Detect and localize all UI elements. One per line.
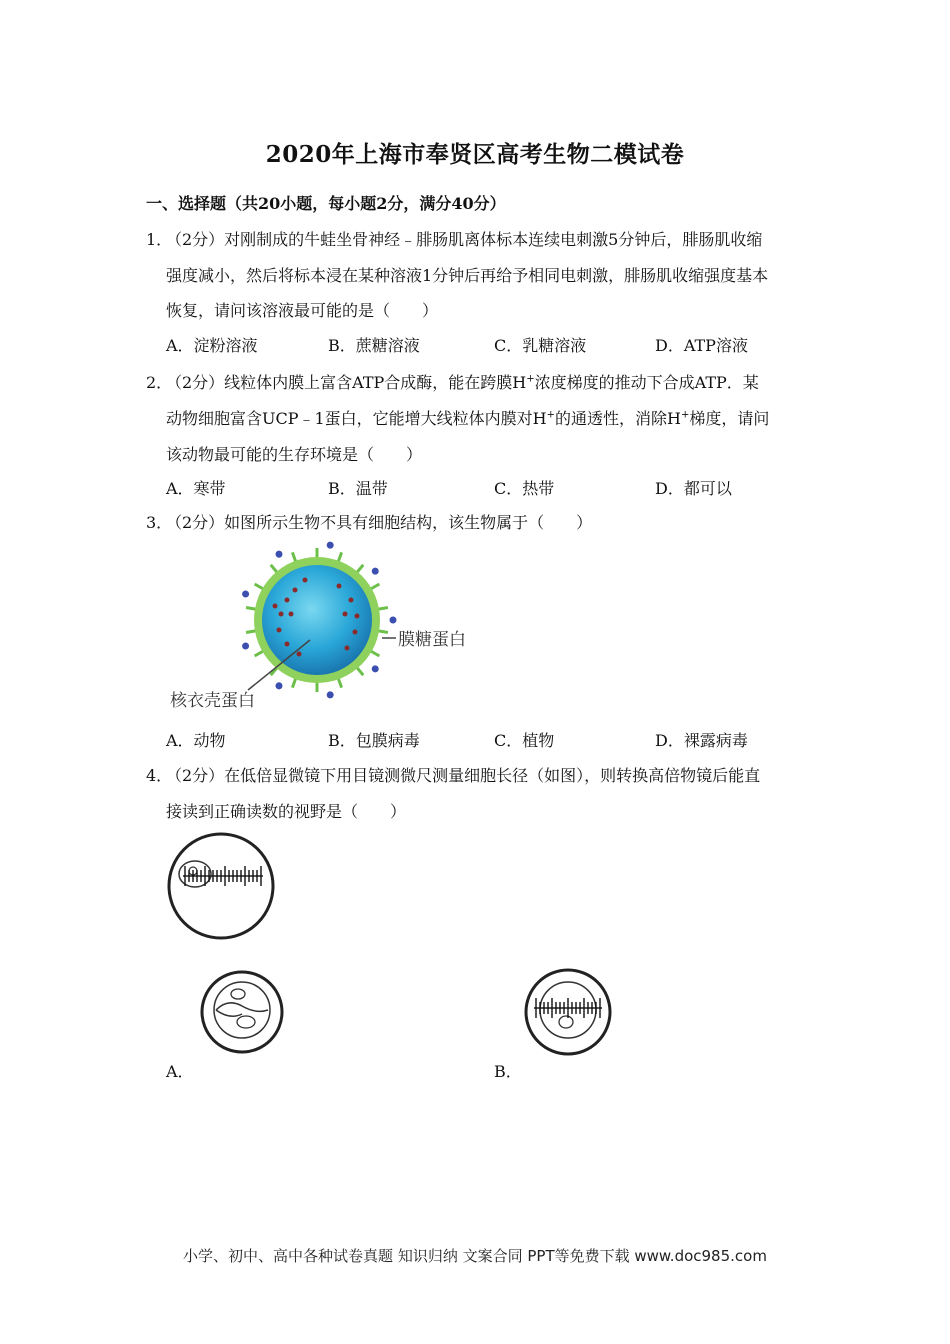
question-4-line: （2分）在低倍显微镜下用目镜测微尺测量细胞长径（如图），则转换高倍物镜后能直 [166, 766, 761, 785]
option-a-figure [198, 968, 286, 1056]
figure-label-membrane-glycoprotein: 膜糖蛋白 [398, 630, 466, 650]
question-1-line: （2分）对刚制成的牛蛙坐骨神经﹣腓肠肌离体标本连续电刺激5分钟后，腓肠肌收缩 [166, 230, 763, 249]
question-4-option-a[interactable]: A． [166, 1062, 194, 1081]
question-3-option-c[interactable]: C．植物 [494, 731, 555, 750]
question-1-number: 1． [146, 230, 173, 249]
question-3-number: 3． [146, 513, 173, 532]
question-3-line: （2分）如图所示生物不具有细胞结构，该生物属于（ ） [166, 513, 593, 532]
question-2-line: （2分）线粒体内膜上富含ATP合成酶，能在跨膜H+浓度梯度的推动下合成ATP．某 [166, 373, 759, 392]
question-2-option-b[interactable]: B．温带 [328, 479, 388, 498]
question-2-line: 该动物最可能的生存环境是（ ） [166, 445, 423, 464]
question-1-option-a[interactable]: A．淀粉溶液 [166, 336, 258, 355]
page-footer: 小学、初中、高中各种试卷真题 知识归纳 文案合同 PPT等免费下载 www.doc985.com [183, 1247, 767, 1265]
virus-core [262, 565, 372, 675]
low-power-view-figure [165, 830, 277, 942]
virus-figure [160, 540, 490, 720]
question-2-number: 2． [146, 373, 173, 392]
question-4-line: 接读到正确读数的视野是（ ） [166, 802, 407, 821]
question-4-option-b[interactable]: B． [494, 1062, 522, 1081]
question-2-option-c[interactable]: C．热带 [494, 479, 555, 498]
question-2-option-d[interactable]: D．都可以 [655, 479, 732, 498]
page-title: 2020年上海市奉贤区高考生物二模试卷 [265, 141, 685, 168]
question-2-option-a[interactable]: A．寒带 [166, 479, 226, 498]
virus-spikes [241, 541, 396, 699]
question-4-number: 4． [146, 766, 173, 785]
question-3-option-d[interactable]: D．裸露病毒 [655, 731, 748, 750]
figure-label-nucleocapsid-protein: 核衣壳蛋白 [170, 691, 255, 711]
question-2-line: 动物细胞富含UCP﹣1蛋白，它能增大线粒体内膜对H+的通透性，消除H+梯度，请问 [166, 409, 770, 428]
question-1-option-b[interactable]: B．蔗糖溶液 [328, 336, 420, 355]
question-3-option-a[interactable]: A．动物 [166, 731, 226, 750]
question-1-option-d[interactable]: D．ATP溶液 [655, 336, 748, 355]
option-b-figure [520, 964, 616, 1060]
question-1-line: 恢复，请问该溶液最可能的是（ ） [166, 301, 439, 320]
question-3-option-b[interactable]: B．包膜病毒 [328, 731, 420, 750]
section-heading: 一、选择题（共20小题，每小题2分，满分40分） [146, 194, 506, 213]
question-1-option-c[interactable]: C．乳糖溶液 [494, 336, 587, 355]
question-1-line: 强度减小，然后将标本浸在某种溶液1分钟后再给予相同电刺激，腓肠肌收缩强度基本 [166, 266, 769, 285]
